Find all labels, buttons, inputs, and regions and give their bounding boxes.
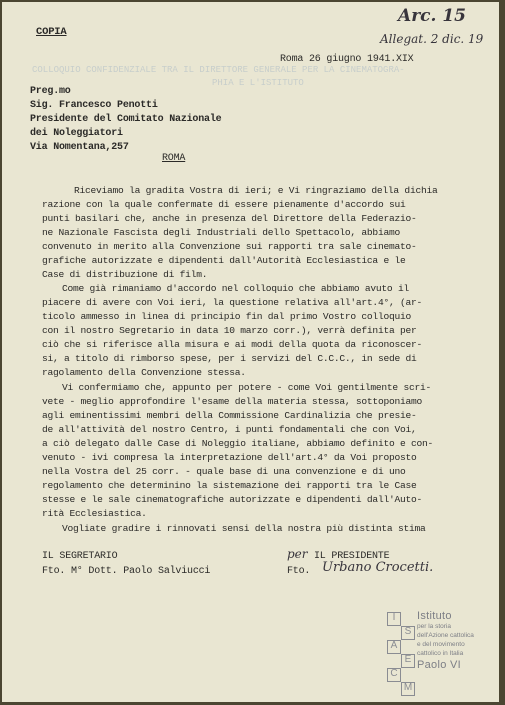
body-line: convenuto in merito alla Convenzione sui rapporti tra sale cinemato- [42, 241, 417, 252]
logo-letter: C [387, 668, 401, 682]
president-title: IL PRESIDENTE [314, 551, 390, 562]
logo-letter: A [387, 640, 401, 654]
recipient-line: Via Nomentana,257 [30, 142, 129, 153]
body-line: si, a titolo di rimborso spese, per i servizi del C.C.C., in sede di [42, 353, 417, 364]
secretary-name: Fto. M° Dott. Paolo Salviucci [42, 566, 211, 577]
handwritten-per: per [287, 547, 308, 561]
president-signature: Urbano Crocetti. [322, 560, 434, 575]
copia-label: COPIA [36, 26, 67, 38]
bleed-through-line: COLLOQUIO CONFIDENZIALE TRA IL DIRETTORE GENERALE PER LA CINEMATOGRA- [32, 65, 405, 75]
body-line: vete - meglio approfondire l'esame della materia stessa, sottoponiamo [42, 396, 422, 407]
body-line: de all'attività del nostro Centro, i punti fondamentali che con Voi, [42, 424, 417, 435]
handwritten-attachment-note: Allegat. 2 dic. 19 [380, 32, 484, 46]
secretary-title: IL SEGRETARIO [42, 551, 118, 562]
body-line: agli eminentissimi membri della Commissione Cardinalizia che presie- [42, 410, 417, 421]
body-line: razione con la quale confermate di essere pienamente d'accordo sui [42, 199, 406, 210]
logo-line: cattolico in Italia [417, 650, 464, 658]
recipient-line: Sig. Francesco Penotti [30, 100, 158, 111]
body-line: venuto - ivi compresa la interpretazione dell'art.4° da Voi proposto [42, 452, 417, 463]
recipient-line: Preg.mo [30, 86, 71, 97]
bleed-through-line: PHIA E L'ISTITUTO [212, 78, 304, 88]
body-line: ciò che si riferisce alla misura e ai modi della quota da riconoscer- [42, 339, 422, 350]
body-line: a ciò delegato dalle Case di Noleggio italiane, abbiamo definito e con- [42, 438, 434, 449]
logo-letter: I [387, 612, 401, 626]
archive-logo-text [417, 611, 474, 671]
president-fto: Fto. [287, 566, 311, 577]
body-line: ragolamento della Convenzione stessa. [42, 367, 246, 378]
logo-letter: M [401, 682, 415, 696]
recipient-line: dei Noleggiatori [30, 128, 123, 139]
body-line: Vi confermiamo che, appunto per potere - come Voi gentilmente scri- [62, 382, 431, 393]
logo-line: e del movimento [417, 641, 465, 649]
logo-letter: S [401, 626, 415, 640]
body-line: con il nostro Segretario in data 10 marzo corr.), verrà definita per [42, 325, 417, 336]
logo-line: per la storia [417, 623, 451, 630]
body-line: rità Ecclesiastica. [42, 508, 147, 519]
body-line: ne Nazionale Fascista degli Industriali dello Spettacolo, abbiamo [42, 227, 400, 238]
body-line: Come già rimaniamo d'accordo nel colloquio che abbiamo avuto il [62, 283, 409, 294]
handwritten-archive-number: Arc. 15 [398, 6, 466, 26]
recipient-line: Presidente del Comitato Nazionale [30, 114, 222, 125]
body-line: Case di distribuzione di film. [42, 269, 208, 280]
body-line: nella Vostra del 25 corr. - quale base di una convenzione e di uno [42, 466, 406, 477]
document-page [2, 2, 499, 702]
body-line: regolamento che determinino la sistemazione dei rapporti tra le Case [42, 480, 417, 491]
logo-line: Paolo VI [417, 659, 461, 672]
recipient-city: ROMA [162, 153, 186, 164]
logo-line: dell'Azione cattolica [417, 632, 474, 640]
body-line: punti basilari che, anche in presenza del Direttore della Federazio- [42, 213, 417, 224]
body-line: ticolo ammesso in linea di principio fin dal primo Vostro colloquio [42, 311, 411, 322]
body-line: Riceviamo la gradita Vostra di ieri; e Vi ringraziamo della dichia [74, 185, 438, 196]
logo-letter: E [401, 654, 415, 668]
logo-line: Istituto [417, 610, 452, 622]
body-line: Vogliate gradire i rinnovati sensi della nostra più distinta stima [62, 523, 426, 534]
body-line: stesse e le sale cinematografiche autorizzate e dipendenti dall'Auto- [42, 494, 422, 505]
body-line: grafiche autorizzate e dipendenti dall'Autorità Ecclesiastica e le [42, 255, 406, 266]
body-line: piacere di avere con Voi ieri, la questione relativa all'art.4°, (ar- [42, 297, 422, 308]
document-date: Roma 26 giugno 1941.XIX [280, 54, 414, 65]
